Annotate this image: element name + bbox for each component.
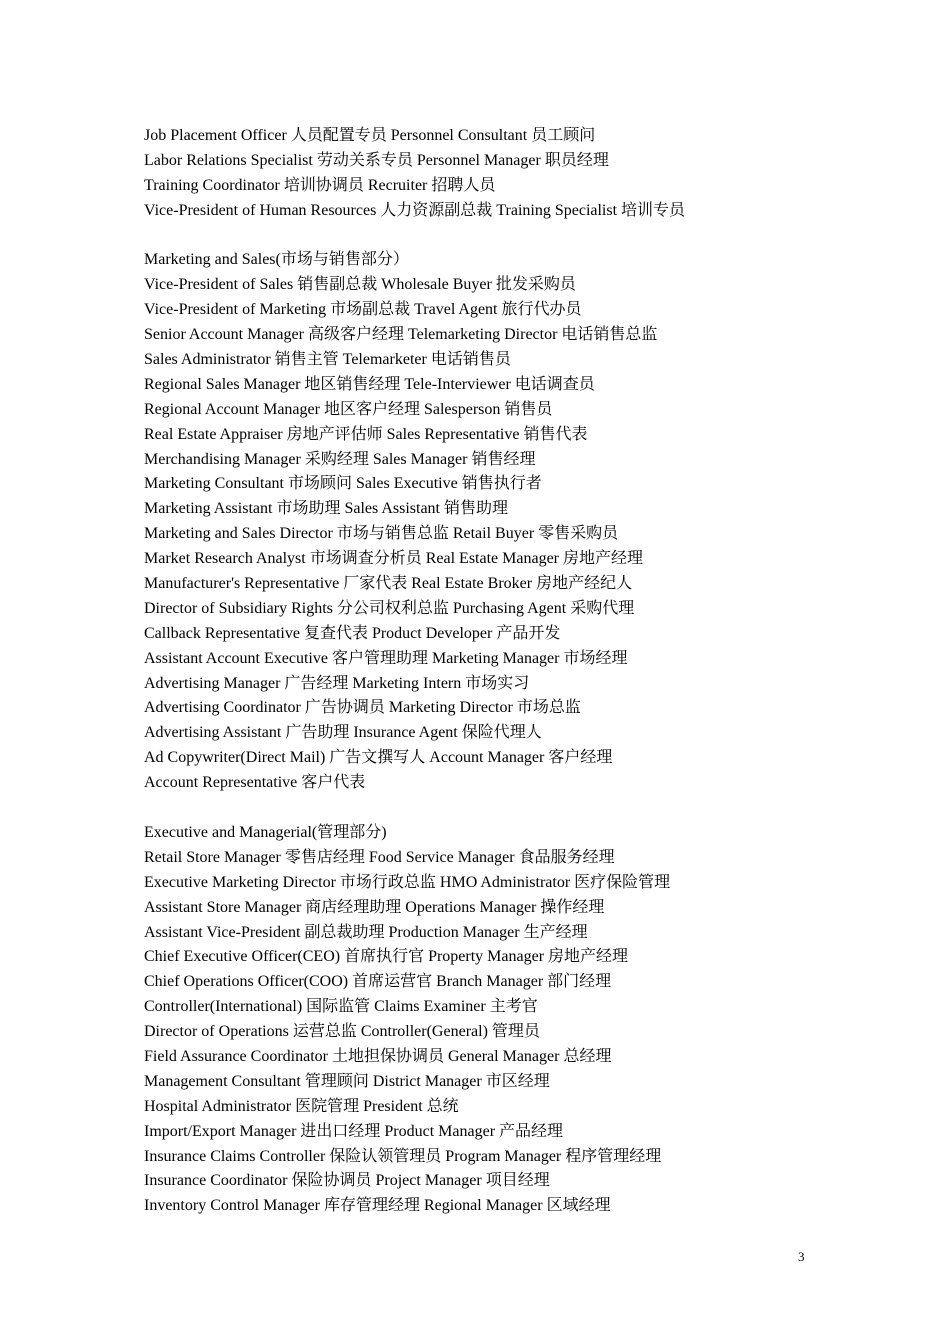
list-item: Marketing Assistant 市场助理 Sales Assistant 销售助理 [144, 500, 509, 518]
list-item: Sales Administrator 销售主管 Telemarketer 电话销售员 [144, 351, 511, 369]
page-content [144, 124, 844, 1219]
list-item: Merchandising Manager 采购经理 Sales Manager 销售经理 [144, 450, 536, 468]
list-item: Marketing and Sales Director 市场与销售总监 Retail Buyer 零售采购员 [144, 525, 619, 543]
list-item: Labor Relations Specialist 劳动关系专员 Personnel Manager 职员经理 [144, 151, 609, 169]
section-executive-and-managerial [144, 821, 844, 1219]
list-item: Hospital Administrator 医院管理 President 总统 [144, 1097, 459, 1115]
list-item: Director of Subsidiary Rights 分公司权利总监 Purchasing Agent 采购代理 [144, 599, 635, 617]
list-item: Advertising Assistant 广告助理 Insurance Agent 保险代理人 [144, 724, 542, 742]
list-item: Assistant Account Executive 客户管理助理 Marketing Manager 市场经理 [144, 649, 628, 667]
section-heading: Marketing and Sales(市场与销售部分） [144, 251, 409, 269]
list-item: Chief Operations Officer(COO) 首席运营官 Branch Manager 部门经理 [144, 973, 612, 991]
list-item: Field Assurance Coordinator 土地担保协调员 General Manager 总经理 [144, 1047, 612, 1065]
list-item: Insurance Coordinator 保险协调员 Project Manager 项目经理 [144, 1172, 550, 1190]
list-item: Senior Account Manager 高级客户经理 Telemarketing Director 电话销售总监 [144, 326, 658, 344]
spacer [144, 796, 844, 821]
list-item: Insurance Claims Controller 保险认领管理员 Program Manager 程序管理经理 [144, 1147, 662, 1165]
list-item: Real Estate Appraiser 房地产评估师 Sales Representative 销售代表 [144, 425, 588, 443]
list-item: Job Placement Officer 人员配置专员 Personnel Consultant 员工顾问 [144, 127, 596, 144]
list-item: Inventory Control Manager 库存管理经理 Regional Manager 区域经理 [144, 1197, 611, 1215]
list-item: Account Representative 客户代表 [144, 774, 366, 792]
list-item: Regional Sales Manager 地区销售经理 Tele-Interviewer 电话调查员 [144, 375, 595, 393]
list-item: Controller(International) 国际监管 Claims Examiner 主考官 [144, 998, 538, 1016]
section-heading: Executive and Managerial(管理部分) [144, 823, 387, 841]
list-item: Marketing Consultant 市场顾问 Sales Executive 销售执行者 [144, 475, 542, 493]
list-item: Training Coordinator 培训协调员 Recruiter 招聘人员 [144, 176, 496, 194]
list-item: Executive Marketing Director 市场行政总监 HMO Administrator 医疗保险管理 [144, 873, 671, 891]
section-marketing-and-sales [144, 248, 844, 796]
list-item: Retail Store Manager 零售店经理 Food Service Manager 食品服务经理 [144, 848, 615, 866]
list-item: Vice-President of Sales 销售副总裁 Wholesale Buyer 批发采购员 [144, 276, 576, 294]
list-item: Vice-President of Human Resources 人力资源副总裁 Training Specialist 培训专员 [144, 201, 686, 219]
list-item: Manufacturer's Representative 厂家代表 Real Estate Broker 房地产经纪人 [144, 575, 633, 593]
list-item: Vice-President of Marketing 市场副总裁 Travel Agent 旅行代办员 [144, 301, 582, 319]
list-item: Advertising Manager 广告经理 Marketing Intern 市场实习 [144, 674, 530, 692]
list-item: Advertising Coordinator 广告协调员 Marketing Director 市场总监 [144, 699, 581, 717]
list-item: Chief Executive Officer(CEO) 首席执行官 Property Manager 房地产经理 [144, 948, 629, 966]
list-item: Assistant Vice-President 副总裁助理 Production Manager 生产经理 [144, 923, 588, 941]
list-item: Assistant Store Manager 商店经理助理 Operations Manager 操作经理 [144, 898, 605, 916]
list-item: Regional Account Manager 地区客户经理 Salesperson 销售员 [144, 400, 553, 418]
list-item: Director of Operations 运营总监 Controller(General) 管理员 [144, 1023, 540, 1041]
list-item: Ad Copywriter(Direct Mail) 广告文撰写人 Account Manager 客户经理 [144, 749, 613, 767]
list-item: Market Research Analyst 市场调查分析员 Real Estate Manager 房地产经理 [144, 550, 644, 568]
list-item: Import/Export Manager 进出口经理 Product Manager 产品经理 [144, 1122, 564, 1140]
page-number: 3 [798, 1249, 805, 1264]
spacer [144, 224, 844, 249]
section-human-resources [144, 124, 844, 224]
list-item: Management Consultant 管理顾问 District Manager 市区经理 [144, 1072, 550, 1090]
list-item: Callback Representative 复查代表 Product Developer 产品开发 [144, 624, 561, 642]
